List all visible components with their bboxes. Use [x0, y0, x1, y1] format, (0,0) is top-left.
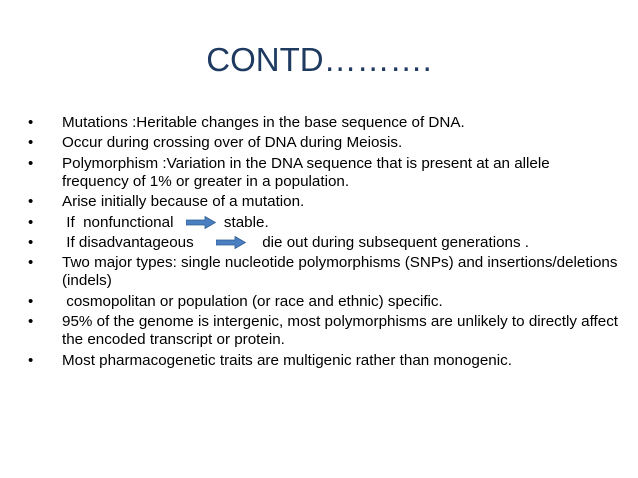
bullet-glyph: •	[28, 134, 34, 152]
bullet-glyph: •	[28, 213, 34, 231]
bullet-item	[28, 214, 618, 232]
slide-title: CONTD……….	[206, 41, 432, 78]
bullet-item	[28, 134, 618, 152]
bullet-glyph: •	[28, 292, 34, 310]
right-arrow-icon	[216, 236, 246, 249]
bullet-glyph: •	[28, 351, 34, 369]
bullet-text: Two major types: single nucleotide polymorphisms (SNPs) and insertions/deletions (indels)	[62, 254, 618, 290]
bullet-item	[28, 352, 618, 370]
bullet-text: Arise initially because of a mutation.	[62, 193, 305, 211]
bullet-item	[28, 155, 618, 191]
bullet-item	[28, 114, 618, 132]
bullet-text-after-arrow: stable.	[223, 213, 269, 231]
bullet-glyph: •	[28, 154, 34, 172]
bullet-text: Occur during crossing over of DNA during Meiosis.	[62, 134, 403, 152]
bullet-item	[28, 313, 618, 349]
bullet-item	[28, 193, 618, 211]
bullet-text: 95% of the genome is intergenic, most polymorphisms are unlikely to directly affect the encoded transcript or protein.	[62, 313, 619, 349]
bullet-text: Mutations :Heritable changes in the base sequence of DNA.	[62, 114, 465, 131]
bullet-glyph: •	[28, 114, 34, 131]
bullet-text: Polymorphism :Variation in the DNA sequence that is present at an allele frequency of 1% or greater in a population.	[62, 154, 550, 190]
bullet-glyph: •	[28, 254, 34, 272]
bullet-item	[28, 293, 618, 311]
bullet-text-after-arrow: die out during subsequent generations .	[262, 233, 530, 251]
bullet-item	[28, 254, 618, 290]
bullet-text: cosmopolitan or population (or race and ethnic) specific.	[62, 292, 443, 310]
bullet-item	[28, 234, 618, 252]
bullet-list	[28, 114, 618, 372]
bullet-glyph: •	[28, 233, 34, 251]
bullet-glyph: •	[28, 313, 34, 331]
bullet-text-before-arrow: If nonfunctional	[62, 213, 174, 231]
bullet-glyph: •	[28, 193, 34, 211]
bullet-text: Most pharmacogenetic traits are multigenic rather than monogenic.	[62, 351, 512, 369]
right-arrow-icon	[186, 216, 216, 229]
bullet-text-before-arrow: If disadvantageous	[62, 233, 194, 251]
